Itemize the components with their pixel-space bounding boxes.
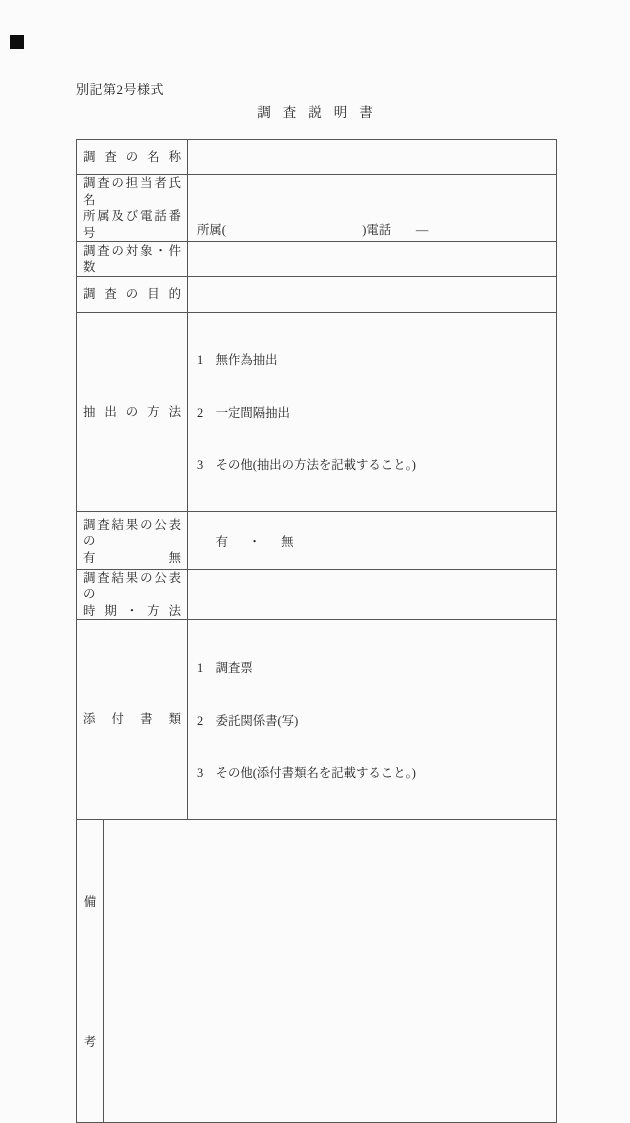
row-publication-timing — [77, 569, 557, 620]
sampling-option-3: 3 その他(抽出の方法を記載すること。) — [197, 458, 416, 472]
publication-yesno-label: 調査結果の公表の 有 無 — [77, 511, 188, 569]
row-attachments — [77, 620, 557, 820]
remarks-char-bi: 備 — [83, 894, 97, 909]
survey-name-label: 調査の名称 — [77, 140, 188, 175]
row-sampling-method — [77, 313, 557, 512]
page-title: 調査説明書 — [257, 105, 385, 120]
survey-name-value — [188, 140, 557, 175]
row-remarks — [77, 819, 557, 1122]
attachments-label: 添付書類 — [77, 620, 188, 820]
survey-target-label: 調査の対象・件数 — [77, 242, 188, 277]
attachment-option-3: 3 その他(添付書類名を記載すること。) — [197, 766, 416, 780]
row-survey-name — [77, 140, 557, 175]
yes-no-choice: 有 ・ 無 — [215, 534, 298, 549]
survey-purpose-label: 調査の目的 — [77, 277, 188, 313]
survey-form-table — [76, 139, 557, 1123]
remarks-value — [104, 819, 557, 1122]
remarks-label — [77, 819, 104, 1122]
scan-artifact-mark — [10, 35, 24, 49]
survey-purpose-value — [188, 277, 557, 313]
sampling-option-2: 2 一定間隔抽出 — [197, 405, 290, 420]
person-in-charge-label: 調査の担当者氏名 所属及び電話番号 — [77, 175, 188, 242]
row-person-in-charge — [77, 175, 557, 242]
publication-timing-label: 調査結果の公表の 時期・方法 — [77, 569, 188, 620]
row-survey-target — [77, 242, 557, 277]
row-publication-yesno — [77, 511, 557, 569]
sampling-method-label: 抽出の方法 — [77, 313, 188, 512]
publication-timing-value — [188, 569, 557, 620]
attachment-option-2: 2 委託関係書(写) — [197, 713, 299, 728]
sampling-method-options — [188, 313, 557, 512]
affiliation-phone-value: 所属( )電話 ― — [188, 175, 557, 242]
sampling-option-1: 1 無作為抽出 — [197, 353, 278, 367]
survey-target-value — [188, 242, 557, 277]
publication-yesno-value — [188, 511, 557, 569]
attachment-option-1: 1 調査票 — [197, 661, 253, 675]
form-code-label: 別記第2号様式 — [76, 82, 165, 97]
row-survey-purpose — [77, 277, 557, 313]
attachments-options — [188, 620, 557, 820]
remarks-char-ko: 考 — [83, 1034, 97, 1049]
